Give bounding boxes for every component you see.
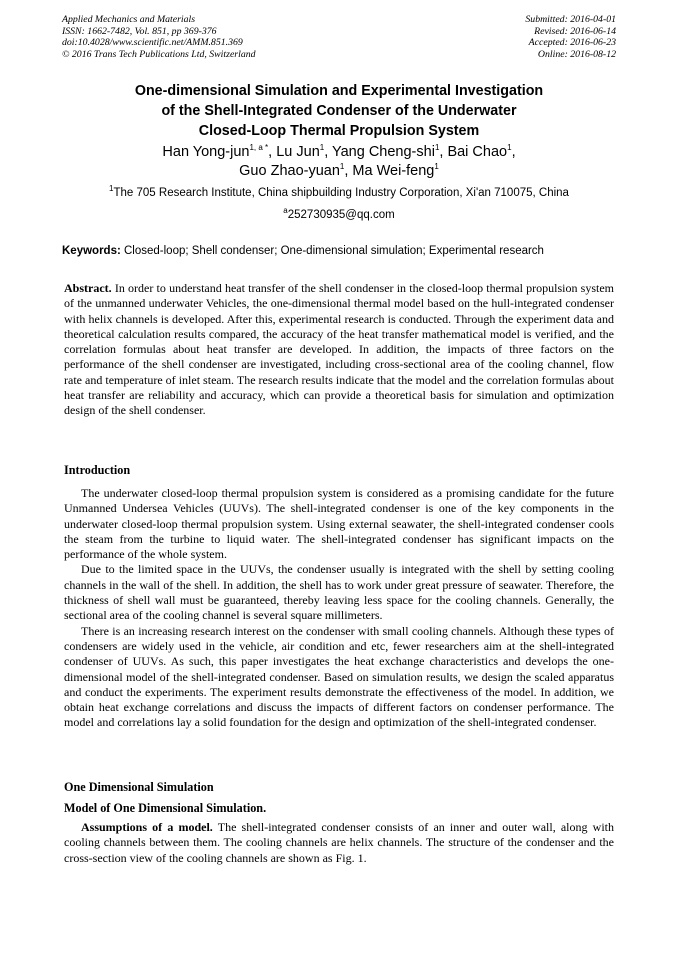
author-affil-mark: 1 <box>507 143 512 153</box>
abstract <box>64 281 614 419</box>
author-affil-mark: 1, a * <box>249 143 269 153</box>
author-line <box>62 162 616 181</box>
abstract-text: In order to understand heat transfer of the shell condenser in the closed-loop thermal propulsion system of the unmanned underwater Vehicles, the one-dimensional thermal model based on the hull-integrated condenser with helix channels is developed. After this, experimental research is conducted. Through the experiment data and theoretical calculation results compared, the accuracy of the heat transfer mathematical model is verified, and the correlation formulas about heat transfer are developed. In addition, the impacts of three factors on the performance of the shell condenser are investigated, including cross-sectional area of the cooling channel, flow rate and temperature of inlet steam. The research results indicate that the model and the correlation formulas about heat transfer are reliability and accuracy, which can provide a theoretical basis for simulation and optimization design of the shell condenser. <box>64 281 614 418</box>
keywords-text: Closed-loop; Shell condenser; One-dimensional simulation; Experimental research <box>120 245 544 257</box>
keywords <box>62 244 616 258</box>
affiliation-text: The 705 Research Institute, China shipbuilding Industry Corporation, Xi'an 710075, China <box>113 187 569 199</box>
section-heading: One Dimensional Simulation <box>64 780 214 794</box>
journal-name: Applied Mechanics and Materials <box>62 14 196 25</box>
introduction-body <box>64 486 614 731</box>
body-paragraph: Due to the limited space in the UUVs, the condenser usually is integrated with the shell by setting cooling channels in the wall of the shell. In addition, the shell has to work under great pressure of seawater. Therefore, the thickness of shell wall must be guaranteed, thereby leaving less space for the cooling channels. Generally, the sectional area of the cooling channel is several square millimeters. <box>64 562 614 623</box>
affiliation-mark: 1 <box>109 184 114 194</box>
body-paragraph: There is an increasing research interest on the condenser with small cooling channels. Although these types of condensers are widely used in the vehicle, air condition and etc, fewer researchers aim at the shell-integrated condenser of UUVs. As such, this paper investigates the heat exchange characteristics and develops the one-dimensional model of the shell-integrated condenser. Based on simulation results, we design the scaled apparatus and conduct the experiments. The experiment results demonstrate the effectiveness of the model. In addition, we obtain heat exchange correlations and discuss the impacts of different factors on condenser performance. The model and correlations lay a solid foundation for the design and optimization of the shell-integrated condenser. <box>64 623 614 730</box>
title-line: Closed-Loop Thermal Propulsion System <box>198 123 480 139</box>
model-body <box>64 820 614 866</box>
author-separator: , <box>511 144 516 160</box>
author-affil-mark: 1 <box>319 143 325 153</box>
body-paragraph: The underwater closed-loop thermal propulsion system is considered as a promising candidate for the future Unmanned Undersea Vehicles (UUVs). The shell-integrated condenser is one of the key components in the underwater closed-loop thermal propulsion system. Using external seawater, the shell-integrated condenser cools the steam from the turbine to liquid water. The shell-integrated condenser has significant impacts on the performance of the whole system. <box>64 486 614 562</box>
subsection-heading: Model of One Dimensional Simulation. <box>64 801 267 815</box>
author-name: , Lu Jun <box>268 144 320 160</box>
online-date: Online: 2016-08-12 <box>537 48 616 60</box>
copyright-line: © 2016 Trans Tech Publications Ltd, Switzerland <box>62 48 256 60</box>
issn-line: ISSN: 1662-7482, Vol. 851, pp 369-376 <box>62 25 217 37</box>
revised-date: Revised: 2016-06-14 <box>534 25 616 37</box>
doi-line: doi:10.4028/www.scientific.net/AMM.851.369 <box>62 37 243 49</box>
submitted-date: Submitted: 2016-04-01 <box>525 14 616 25</box>
paper-title <box>62 81 616 141</box>
email-text[interactable]: 252730935@qq.com <box>287 209 395 221</box>
abstract-label: Abstract. <box>64 281 112 295</box>
body-paragraph <box>64 820 614 866</box>
author-name: Guo Zhao-yuan <box>239 163 340 179</box>
journal-info <box>62 14 256 60</box>
title-line: of the Shell-Integrated Condenser of the Underwater <box>161 103 517 119</box>
author-name: , Ma Wei-feng <box>344 163 435 179</box>
paragraph-text: The shell-integrated condenser consists of an inner and outer wall, along with cooling channels between them. The cooling channels are helix channels. The structure of the condenser and the cross-section view of the cooling channels are shown as Fig. 1. <box>64 820 614 865</box>
author-line <box>62 143 616 162</box>
author-name: Han Yong-jun <box>162 144 250 160</box>
accepted-date: Accepted: 2016-06-23 <box>528 37 616 49</box>
title-line: One-dimensional Simulation and Experimental Investigation <box>134 83 544 99</box>
paragraph-lead: Assumptions of a model. <box>81 820 213 834</box>
abstract-paragraph <box>64 281 614 419</box>
keywords-label: Keywords: <box>62 245 121 257</box>
author-name: , Yang Cheng-shi <box>324 144 435 160</box>
email-mark: a <box>283 206 288 216</box>
publication-dates <box>525 14 616 60</box>
affiliation <box>62 186 616 200</box>
author-list <box>62 143 616 181</box>
author-email <box>62 208 616 222</box>
author-affil-mark: 1 <box>434 162 439 172</box>
author-affil-mark: 1 <box>339 162 345 172</box>
author-affil-mark: 1 <box>434 143 440 153</box>
author-name: , Bai Chao <box>439 144 508 160</box>
introduction-heading: Introduction <box>64 463 131 477</box>
